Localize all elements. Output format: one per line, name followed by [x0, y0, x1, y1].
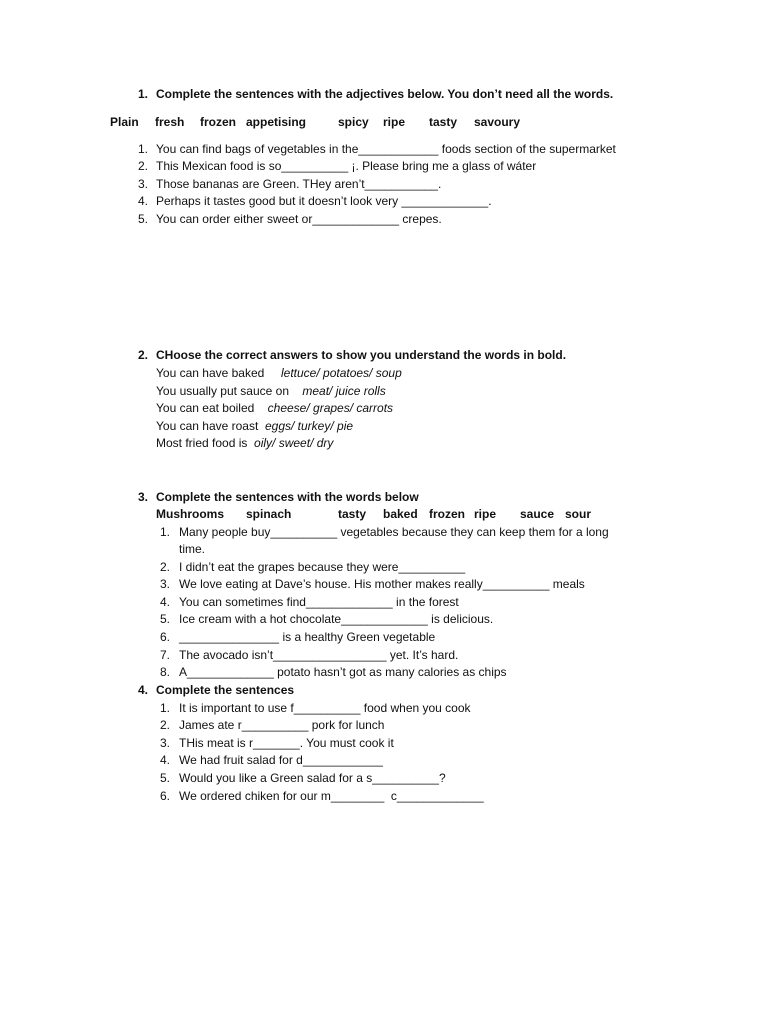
sentence: A_____________ potato hasn’t got as many calories as chips [179, 665, 507, 679]
sentence: We had fruit salad for d____________ [179, 753, 383, 767]
choice-stem: You can have baked [156, 366, 265, 380]
choice-options: cheese/ grapes/ carrots [267, 401, 394, 415]
sentence: I didn’t eat the grapes because they were__________ [179, 560, 466, 574]
section-2-number: 2. [137, 348, 148, 362]
item-number: 1. [137, 142, 148, 156]
word-bank-item: frozen [429, 507, 465, 521]
choice-line [156, 435, 333, 451]
word-bank-item: appetising [246, 115, 307, 129]
sentence: James ate r__________ pork for lunch [179, 718, 385, 732]
word-bank-item: fresh [155, 115, 185, 129]
sentence: THis meat is r_______. You must cook it [179, 736, 394, 750]
section-1-number: 1. [137, 87, 148, 101]
word-bank-item: sauce [520, 507, 555, 521]
item-number: 4. [159, 753, 170, 767]
choice-options: meat/ juice rolls [302, 384, 386, 398]
choice-line [156, 365, 402, 381]
sentence: This Mexican food is so__________ ¡. Please bring me a glass of wáter [156, 159, 537, 173]
item-number: 3. [159, 577, 170, 591]
sentence-continuation: time. [179, 542, 206, 556]
word-bank-item: tasty [338, 507, 367, 521]
sentence: Ice cream with a hot chocolate_____________ is delicious. [179, 612, 494, 626]
sentence: Perhaps it tastes good but it doesn’t look very _____________. [156, 194, 492, 208]
item-number: 3. [159, 736, 170, 750]
section-2-title: CHoose the correct answers to show you understand the words in bold. [156, 348, 567, 362]
item-number: 6. [159, 789, 170, 803]
word-bank-item: frozen [200, 115, 236, 129]
choice-stem: Most fried food is [156, 436, 248, 450]
word-bank-item: Plain [110, 115, 139, 129]
item-number: 5. [137, 212, 148, 226]
item-number: 4. [159, 595, 170, 609]
word-bank-item: ripe [383, 115, 406, 129]
sentence: _______________ is a healthy Green vegetable [179, 630, 436, 644]
sentence: You can find bags of vegetables in the____________ foods section of the supermarket [156, 142, 616, 156]
sentence: We ordered chiken for our m________ c_____________ [179, 789, 484, 803]
word-bank-item: savoury [474, 115, 521, 129]
word-bank-item: Mushrooms [156, 507, 225, 521]
sentence: Would you like a Green salad for a s__________? [179, 771, 446, 785]
item-number: 2. [159, 718, 170, 732]
item-number: 3. [137, 177, 148, 191]
sentence: We love eating at Dave’s house. His mother makes really__________ meals [179, 577, 585, 591]
choice-stem: You usually put sauce on [156, 384, 289, 398]
item-number: 8. [159, 665, 170, 679]
sentence: The avocado isn’t_________________ yet. It’s hard. [179, 648, 459, 662]
sentence: You can sometimes find_____________ in the forest [179, 595, 459, 609]
item-number: 1. [159, 701, 170, 715]
sentence: You can order either sweet or_____________ crepes. [156, 212, 442, 226]
word-bank-item: sour [565, 507, 592, 521]
choice-line [156, 383, 386, 399]
sentence: It is important to use f__________ food when you cook [179, 701, 471, 715]
word-bank-item: spinach [246, 507, 292, 521]
item-number: 2. [159, 560, 170, 574]
section-3-title: Complete the sentences with the words below [156, 490, 419, 504]
item-number: 5. [159, 612, 170, 626]
word-bank-item: ripe [474, 507, 497, 521]
word-bank-item: spicy [338, 115, 369, 129]
item-number: 4. [137, 194, 148, 208]
sentence: Those bananas are Green. THey aren’t___________. [156, 177, 442, 191]
item-number: 6. [159, 630, 170, 644]
word-bank-item: baked [383, 507, 418, 521]
choice-options: oily/ sweet/ dry [254, 436, 334, 450]
choice-line [156, 418, 353, 434]
section-3-number: 3. [137, 490, 148, 504]
item-number: 5. [159, 771, 170, 785]
choice-options: eggs/ turkey/ pie [264, 419, 354, 433]
sentence: Many people buy__________ vegetables because they can keep them for a long [179, 525, 609, 539]
section-4-number: 4. [137, 683, 148, 697]
word-bank-item: tasty [429, 115, 458, 129]
choice-stem: You can have roast [156, 419, 259, 433]
item-number: 2. [137, 159, 148, 173]
choice-line [156, 400, 393, 416]
item-number: 7. [159, 648, 170, 662]
section-4-title: Complete the sentences [156, 683, 295, 697]
choice-options: lettuce/ potatoes/ soup [281, 366, 402, 380]
item-number: 1. [159, 525, 170, 539]
choice-stem: You can eat boiled [156, 401, 255, 415]
section-1-title: Complete the sentences with the adjectives below. You don’t need all the words. [156, 87, 614, 101]
